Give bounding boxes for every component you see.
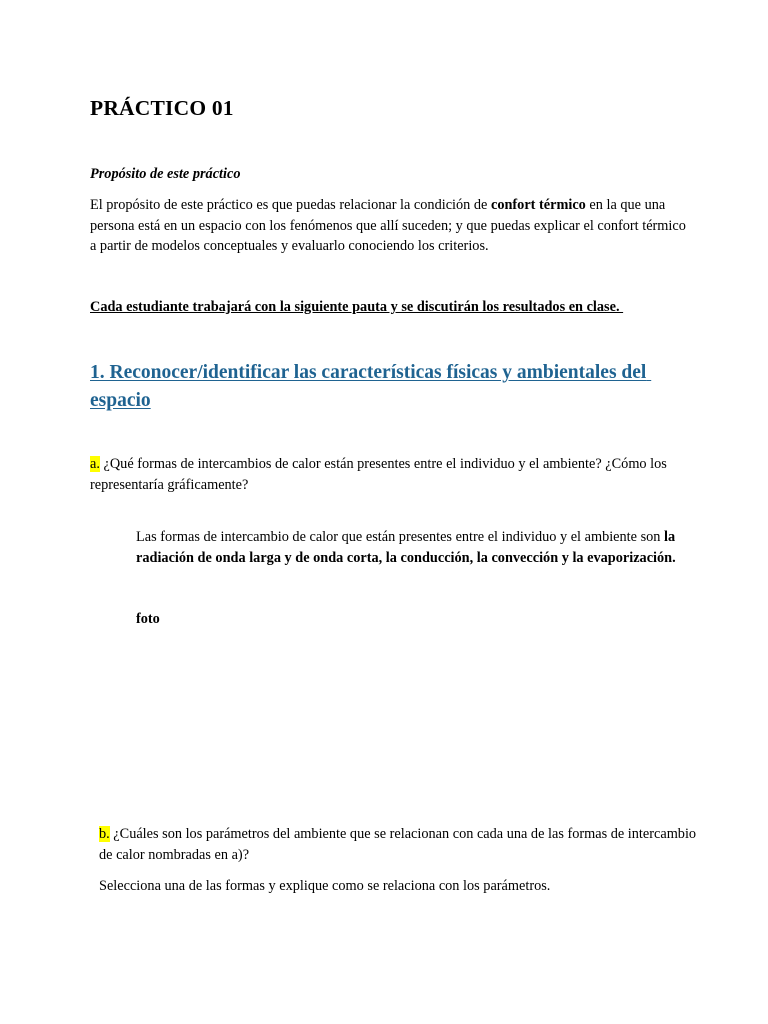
page-title: PRÁCTICO 01 bbox=[90, 96, 234, 120]
answer-a-text: Las formas de intercambio de calor que están presentes entre el individuo y el ambiente son bbox=[136, 529, 665, 545]
question-b bbox=[99, 824, 699, 865]
section-1-heading[interactable]: 1. Reconocer/identificar las características físicas y ambientales del espacio bbox=[90, 362, 652, 411]
intro-text-1: El propósito de este práctico es que puedas relacionar la condición de bbox=[90, 197, 491, 213]
question-a-text: ¿Qué formas de intercambios de calor están presentes entre el individuo y el ambiente? ¿Cómo los representaría gráficamente? bbox=[90, 456, 667, 493]
select-instruction: Selecciona una de las formas y explique como se relaciona con los parámetros. bbox=[99, 878, 551, 894]
question-b-text: ¿Cuáles son los parámetros del ambiente que se relacionan con cada una de las formas de intercambio de calor nombradas en a)? bbox=[99, 826, 697, 863]
purpose-heading: Propósito de este práctico bbox=[90, 166, 241, 182]
intro-paragraph bbox=[90, 195, 690, 257]
question-a-marker: a. bbox=[90, 456, 100, 472]
answer-a-bold: la radiación de onda larga y de onda corta, la conducción, la convección y la evaporización. bbox=[136, 529, 676, 566]
answer-a bbox=[136, 527, 696, 568]
question-a bbox=[90, 454, 700, 495]
intro-text-2: en la que una persona está en un espacio con los fenómenos que allí suceden; y que puedas explicar el confort térmico a partir de modelos conceptuales y evaluarlo conociendo los criterios. bbox=[90, 197, 686, 255]
instruction-line: Cada estudiante trabajará con la siguiente pauta y se discutirán los resultados en clase. bbox=[90, 299, 624, 315]
intro-bold-term: confort térmico bbox=[490, 197, 586, 213]
foto-label: foto bbox=[136, 611, 160, 627]
question-b-marker: b. bbox=[99, 826, 110, 842]
